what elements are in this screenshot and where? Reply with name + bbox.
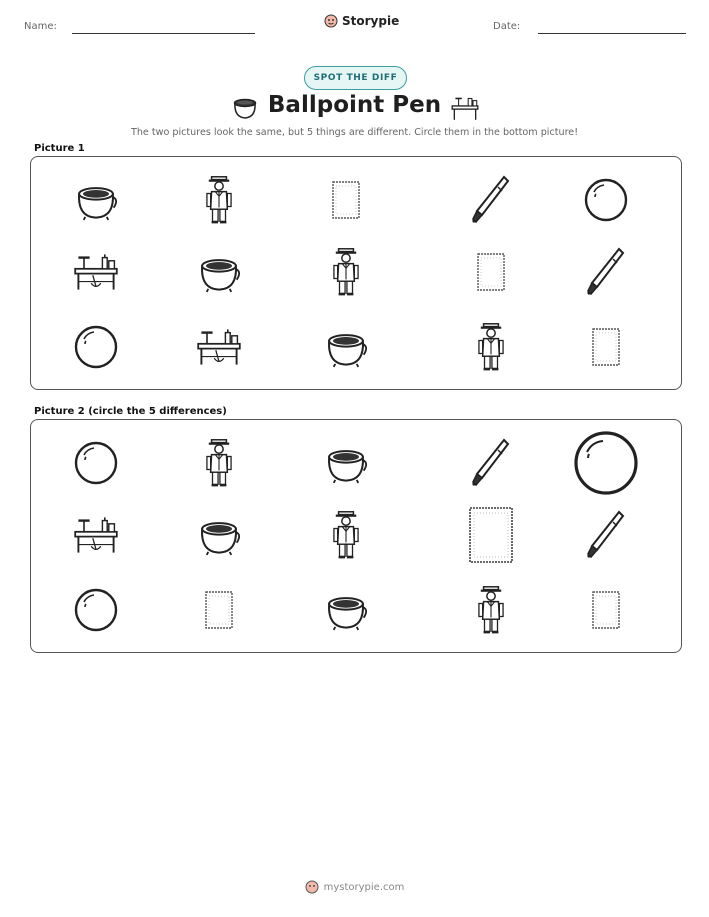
pen-icon[interactable]	[470, 437, 512, 493]
ball-icon	[73, 324, 119, 374]
man-icon[interactable]	[331, 509, 361, 565]
workbench-icon	[195, 326, 243, 372]
brand-logo	[324, 14, 399, 28]
paper-icon	[330, 179, 362, 225]
man-icon	[476, 321, 506, 377]
name-label: Name:	[24, 21, 57, 32]
storypie-footer-icon	[305, 880, 319, 894]
pot-icon	[196, 249, 242, 299]
picture1-panel	[30, 156, 682, 390]
paper-icon	[590, 326, 622, 372]
ball-icon[interactable]	[573, 430, 639, 500]
pot-icon	[323, 324, 369, 374]
date-line[interactable]	[538, 33, 686, 34]
pen-icon[interactable]	[585, 509, 627, 565]
paper-icon[interactable]	[467, 505, 515, 569]
pen-icon	[470, 174, 512, 230]
picture2-panel[interactable]	[30, 419, 682, 653]
paper-icon	[475, 251, 507, 297]
picture2-label: Picture 2 (circle the 5 differences)	[34, 406, 227, 417]
footer	[0, 880, 709, 894]
pen-icon	[585, 246, 627, 302]
brand-name: Storypie	[342, 14, 400, 28]
storypie-logo-icon	[324, 14, 338, 28]
name-line[interactable]	[72, 33, 255, 34]
date-label: Date:	[493, 21, 521, 32]
ball-icon	[583, 177, 629, 227]
paper-icon[interactable]	[203, 589, 235, 635]
workbench-icon	[72, 251, 120, 297]
picture1-label: Picture 1	[34, 143, 85, 154]
pot-icon	[73, 177, 119, 227]
man-icon[interactable]	[476, 584, 506, 640]
spot-the-diff-badge: SPOT THE DIFF	[304, 66, 407, 90]
ball-icon[interactable]	[73, 587, 119, 637]
ball-icon[interactable]	[73, 440, 119, 490]
page-title: Ballpoint Pen	[267, 92, 442, 118]
instructions: The two pictures look the same, but 5 things are different. Circle them in the bottom picture!	[130, 127, 579, 138]
man-icon	[331, 246, 361, 302]
man-icon[interactable]	[204, 437, 234, 493]
workbench-icon[interactable]	[72, 514, 120, 560]
pot-icon[interactable]	[323, 440, 369, 490]
man-icon	[204, 174, 234, 230]
pot-icon[interactable]	[196, 512, 242, 562]
workbench-icon	[449, 92, 481, 126]
pot-icon[interactable]	[323, 587, 369, 637]
paper-icon[interactable]	[590, 589, 622, 635]
footer-url: mystorypie.com	[323, 881, 405, 893]
